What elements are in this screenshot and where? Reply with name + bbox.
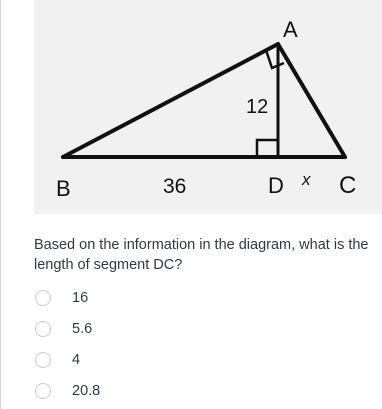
label-a: A — [283, 17, 298, 42]
page-left-border — [0, 0, 1, 409]
answer-option[interactable] — [34, 313, 379, 344]
radio-button[interactable] — [35, 321, 51, 337]
side-ac — [278, 44, 345, 157]
answer-option-label: 16 — [72, 289, 89, 306]
answer-option[interactable] — [34, 344, 379, 375]
answer-option-label: 4 — [72, 351, 81, 368]
label-height: 12 — [246, 96, 269, 118]
label-x: x — [302, 170, 311, 189]
answer-option[interactable] — [34, 375, 379, 406]
label-b: B — [56, 176, 71, 201]
answer-option-label: 5.6 — [72, 320, 93, 337]
label-c: C — [339, 172, 357, 199]
radio-button[interactable] — [35, 290, 51, 306]
radio-button[interactable] — [35, 383, 51, 399]
answer-option[interactable] — [34, 282, 379, 313]
diagram-panel — [34, 0, 382, 214]
answer-option-label: 20.8 — [72, 382, 101, 399]
right-angle-mark-d — [257, 140, 278, 157]
label-bd-length: 36 — [163, 175, 187, 198]
triangle-diagram — [34, 0, 382, 214]
answer-options — [34, 282, 379, 406]
label-d: D — [268, 173, 284, 198]
question-text: Based on the information in the diagram, what is the length of segment DC? — [34, 237, 369, 273]
radio-button[interactable] — [35, 352, 51, 368]
